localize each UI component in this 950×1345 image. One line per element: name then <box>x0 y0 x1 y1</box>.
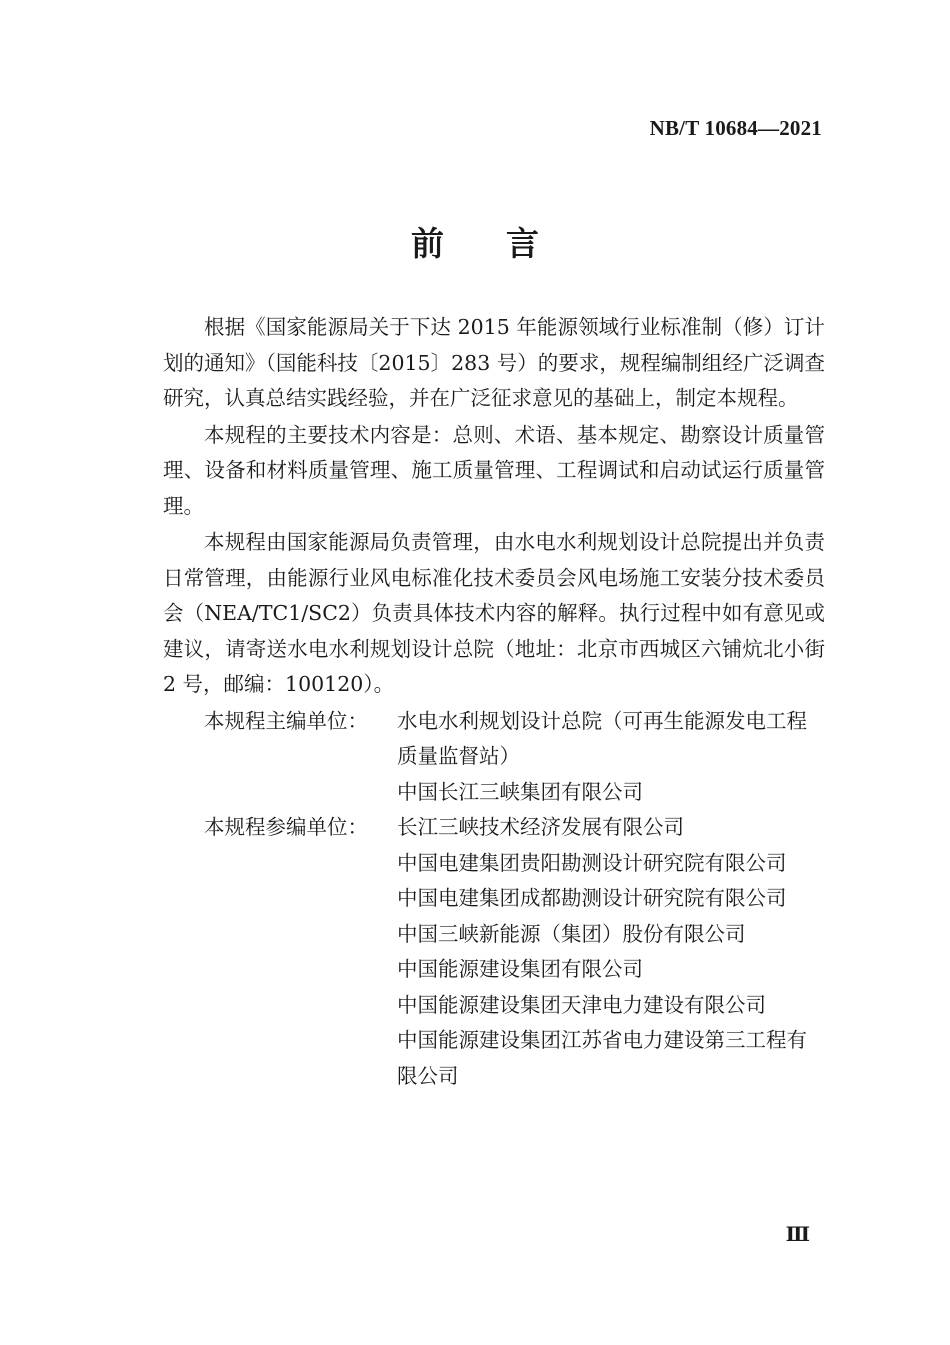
participating-unit-item: 中国能源建设集团天津电力建设有限公司 <box>397 992 766 1017</box>
page-number: Ⅲ <box>785 1224 810 1246</box>
chief-units-label: 本规程主编单位： <box>204 708 368 733</box>
participating-unit-item: 中国能源建设集团江苏省电力建设第三工程有限公司 <box>397 1028 807 1088</box>
participating-unit-item: 长江三峡技术经济发展有限公司 <box>397 815 684 839</box>
paragraph-management: 本规程由国家能源局负责管理，由水电水利规划设计总院提出并负责日常管理，由能源行业风电标准化技术委员会风电场施工安装分技术委员会（NEA/TC1/SC2）负责具体技术内容的解释。执行过程中如有意见或建议，请寄送水电水利规划设计总院（地址：北京市西城区六铺炕北小街 2 号，邮编：100120）。 <box>163 530 825 696</box>
participating-units-list <box>397 810 825 1094</box>
participating-unit-item: 中国电建集团贵阳勘测设计研究院有限公司 <box>397 850 787 875</box>
chief-unit-item: 中国长江三峡集团有限公司 <box>397 779 643 804</box>
foreword-body <box>163 310 825 1094</box>
participating-units-section <box>163 810 825 1094</box>
page-title: 前言 <box>411 224 601 263</box>
participating-unit-item: 中国能源建设集团有限公司 <box>397 957 643 981</box>
participating-units-label: 本规程参编单位： <box>204 815 368 839</box>
chief-units-list <box>397 704 825 811</box>
chief-unit-item: 水电水利规划设计总院（可再生能源发电工程质量监督站） <box>397 708 807 768</box>
standard-number: NB/T 10684—2021 <box>649 116 822 140</box>
chief-units-section <box>163 704 825 811</box>
participating-unit-item: 中国三峡新能源（集团）股份有限公司 <box>397 921 746 946</box>
participating-unit-item: 中国电建集团成都勘测设计研究院有限公司 <box>397 886 787 910</box>
paragraph-background: 根据《国家能源局关于下达 2015 年能源领域行业标准制（修）订计划的通知》（国能科技〔2015〕283 号）的要求，规程编制组经广泛调查研究，认真总结实践经验，并在广泛征求意见的基础上，制定本规程。 <box>163 315 825 410</box>
paragraph-main-content: 本规程的主要技术内容是：总则、术语、基本规定、勘察设计质量管理、设备和材料质量管理、施工质量管理、工程调试和启动试运行质量管理。 <box>163 422 825 518</box>
